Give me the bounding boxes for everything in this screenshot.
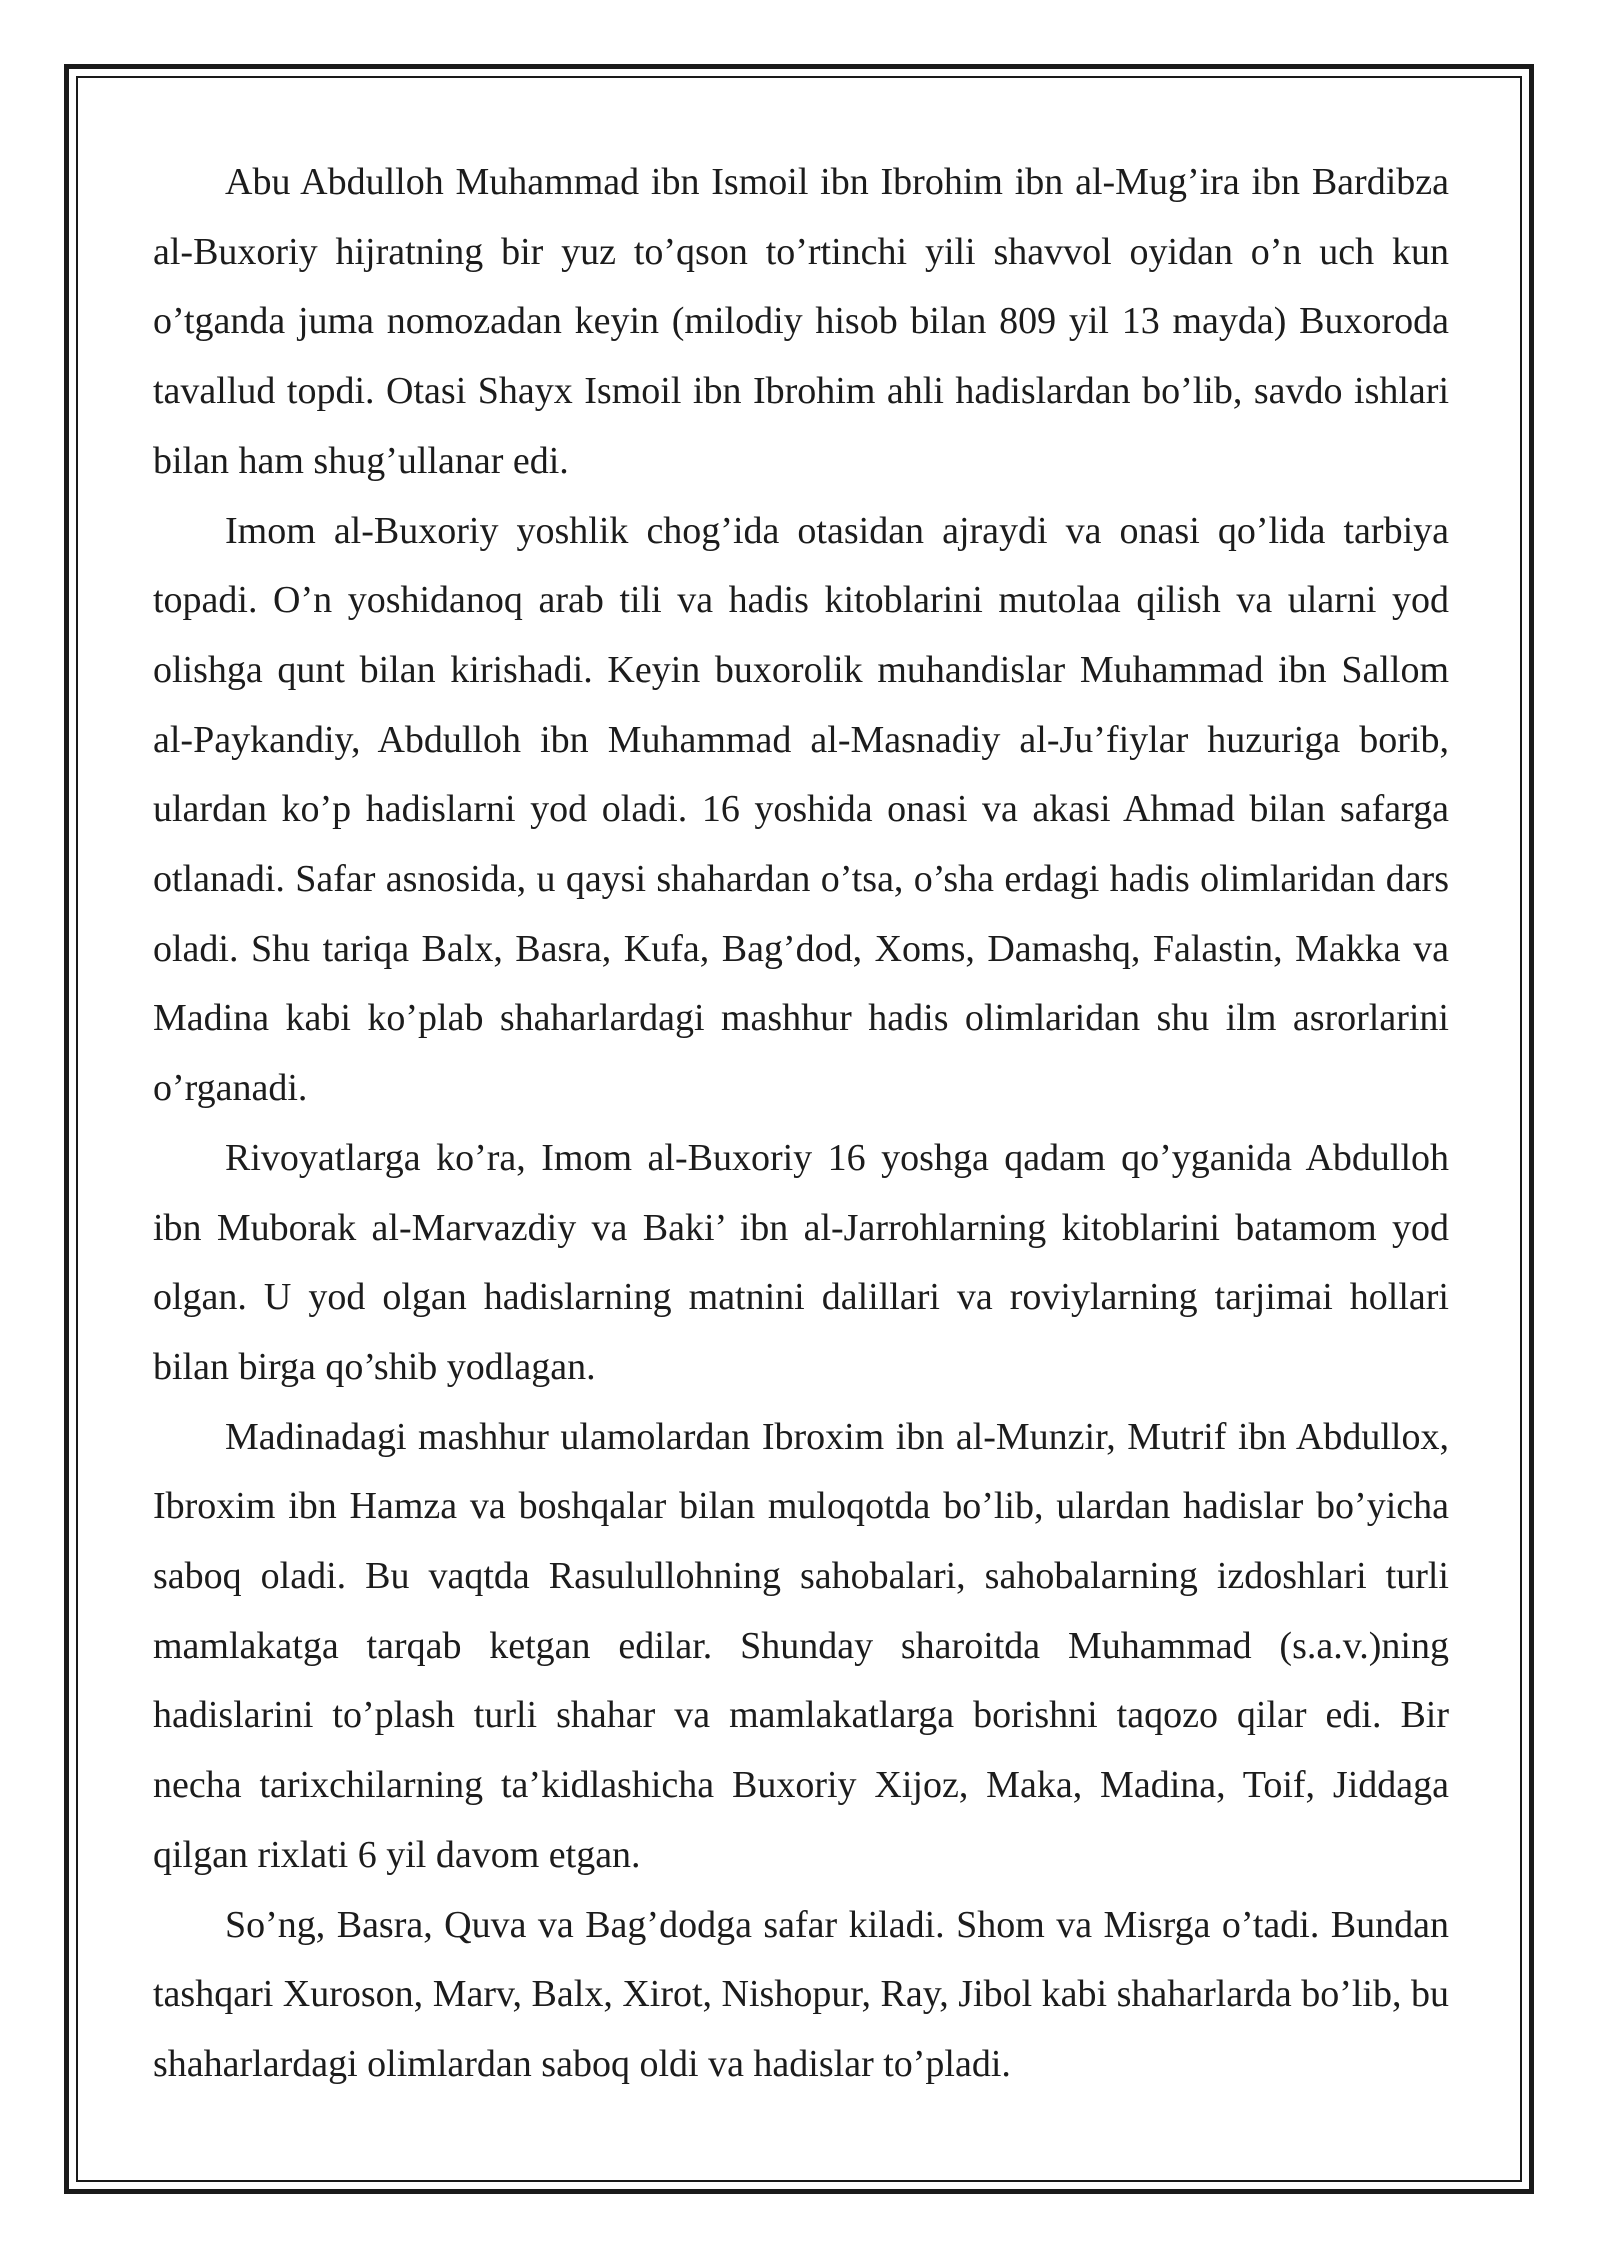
paragraph-3: Rivoyatlarga ko’ra, Imom al-Buxoriy 16 yoshga qadam qo’yganida Abdulloh ibn Muborak al-Marvazdiy va Baki’ ibn al-Jarrohlarning kitoblarini batamom yod olgan. U yod olgan hadislarning matnini dalillari va roviylarning tarjimai hollari bilan birga qo’shib yodlagan. xyxy=(153,1136,1449,1388)
paragraph-1: Abu Abdulloh Muhammad ibn Ismoil ibn Ibrohim ibn al-Mug’ira ibn Bardibza al-Buxoriy hijratning bir yuz to’qson to’rtinchi yili shavvol oyidan o’n uch kun o’tganda juma nomozadan keyin (milodiy hisob bilan 809 yil 13 mayda) Buxoroda tavallud topdi. Otasi Shayx Ismoil ibn Ibrohim ahli hadislardan bo’lib, savdo ishlari bilan ham shug’ullanar edi. xyxy=(153,161,1449,482)
paragraph-5: So’ng, Basra, Quva va Bag’dodga safar kiladi. Shom va Misrga o’tadi. Bundan tashqari Xuroson, Marv, Balx, Xirot, Nishopur, Ray, Jibol kabi shaharlarda bo’lib, bu shaharlardagi olimlardan saboq oldi va hadislar to’pladi. xyxy=(153,1903,1449,2085)
document-body xyxy=(153,148,1449,2100)
paragraph-4: Madinadagi mashhur ulamolardan Ibroxim ibn al-Munzir, Mutrif ibn Abdullox, Ibroxim ibn Hamza va boshqalar bilan muloqotda bo’lib, ulardan hadislar bo’yicha saboq oladi. Bu vaqtda Rasulullohning sahobalari, sahobalarning izdoshlari turli mamlakatga tarqab ketgan edilar. Shunday sharoitda Muhammad (s.a.v.)ning hadislarini to’plash turli shahar va mamlakatlarga borishni taqozo qilar edi. Bir necha tarixchilarning ta’kidlashicha Buxoriy Xijoz, Maka, Madina, Toif, Jiddaga qilgan rixlati 6 yil davom etgan. xyxy=(153,1415,1449,1876)
paragraph-2: Imom al-Buxoriy yoshlik chog’ida otasidan ajraydi va onasi qo’lida tarbiya topadi. O’n yoshidanoq arab tili va hadis kitoblarini mutolaa qilish va ularni yod olishga qunt bilan kirishadi. Keyin buxorolik muhandislar Muhammad ibn Sallom al-Paykandiy, Abdulloh ibn Muhammad al-Masnadiy al-Ju’fiylar huzuriga borib, ulardan ko’p hadislarni yod oladi. 16 yoshida onasi va akasi Ahmad bilan safarga otlanadi. Safar asnosida, u qaysi shahardan o’tsa, o’sha erdagi hadis olimlaridan dars oladi. Shu tariqa Balx, Basra, Kufa, Bag’dod, Xoms, Damashq, Falastin, Makka va Madina kabi ko’plab shaharlardagi mashhur hadis olimlaridan shu ilm asrorlarini o’rganadi. xyxy=(153,509,1449,1110)
